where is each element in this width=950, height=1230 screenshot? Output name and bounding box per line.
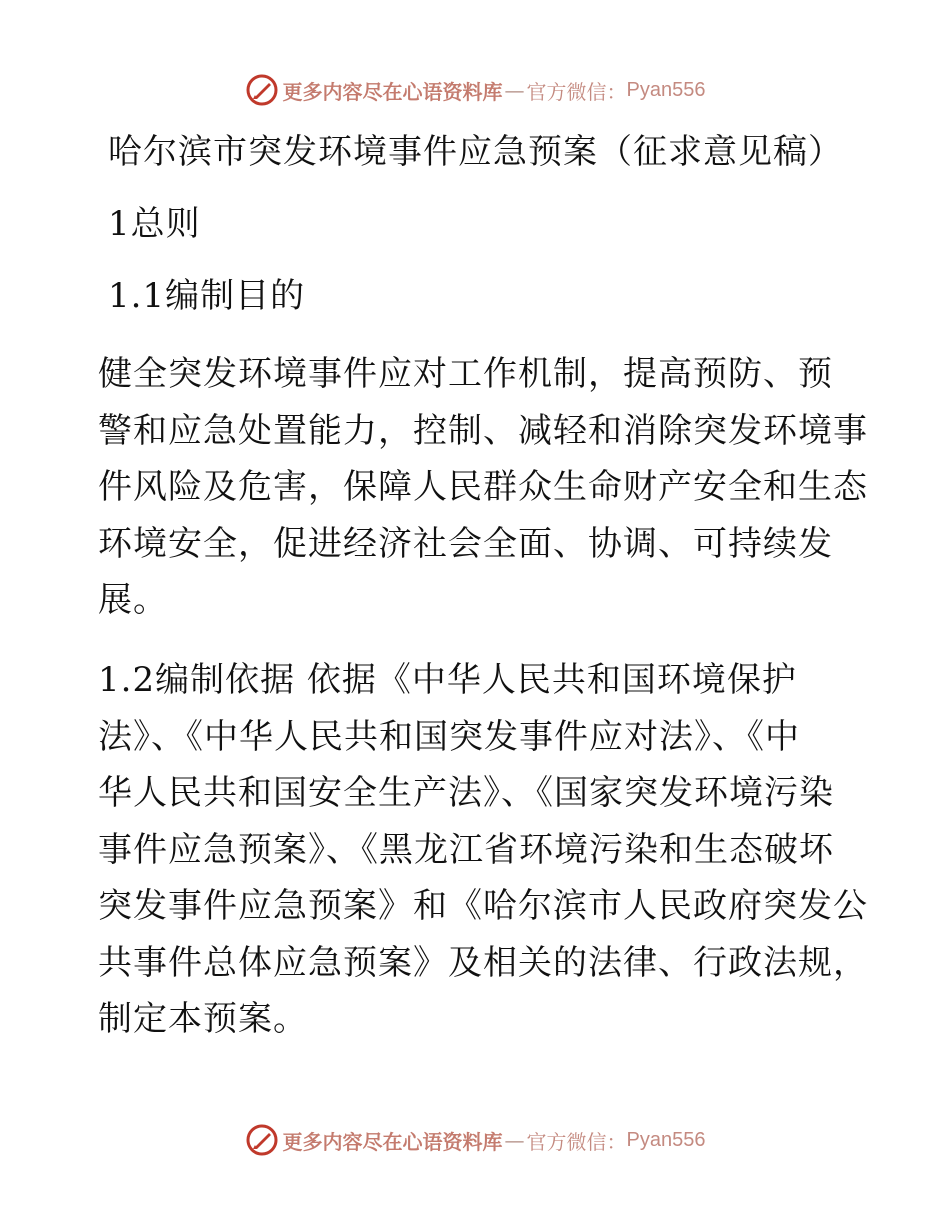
watermark-separator: — [504, 1128, 525, 1152]
paragraph-line: 事件应急预案》、《黑龙江省环境污染和生态破坏 [98, 829, 834, 870]
paragraph-basis [98, 652, 868, 1048]
paragraph-line: 警和应急处置能力，控制、减轻和消除突发环境事 [98, 410, 868, 451]
paragraph-line: 华人民共和国安全生产法》、《国家突发环境污染 [98, 773, 834, 813]
paragraph-line: 环境安全，促进经济社会全面、协调、可持续发 [98, 523, 833, 564]
watermark-wechat-label: 官方微信： [526, 79, 627, 104]
watermark-text: 更多内容尽在心语资料库 [282, 1129, 503, 1154]
section-heading-1: 1总则 [108, 204, 201, 244]
watermark-wechat-id: Pyan556 [626, 1128, 706, 1151]
paragraph-purpose [98, 346, 868, 629]
paragraph-line: 展。 [98, 580, 168, 620]
paragraph-line: 制定本预案。 [98, 999, 308, 1039]
document-title: 哈尔滨市突发环境事件应急预案（征求意见稿） [108, 132, 843, 172]
paragraph-line: 件风险及危害，保障人民群众生命财产安全和生态 [98, 467, 868, 507]
pen-logo-icon [245, 73, 279, 107]
watermark-wechat-id: Pyan556 [626, 78, 706, 101]
section-heading-1-1: 1.1编制目的 [108, 276, 306, 316]
paragraph-line: 突发事件应急预案》和《哈尔滨市人民政府突发公 [98, 886, 868, 926]
pen-logo-icon [245, 1123, 279, 1157]
watermark-footer [0, 1120, 950, 1160]
watermark-header [0, 70, 950, 110]
watermark-text: 更多内容尽在心语资料库 [282, 79, 503, 104]
watermark-separator: — [504, 78, 525, 102]
paragraph-line: 共事件总体应急预案》及相关的法律、行政法规， [98, 942, 868, 983]
paragraph-line: 健全突发环境事件应对工作机制，提高预防、预 [98, 354, 833, 394]
watermark-wechat-label: 官方微信： [526, 1129, 627, 1154]
paragraph-line: 1.2编制依据 依据《中华人民共和国环境保护 [98, 660, 797, 700]
paragraph-line: 法》、《中华人民共和国突发事件应对法》、《中 [98, 716, 800, 757]
